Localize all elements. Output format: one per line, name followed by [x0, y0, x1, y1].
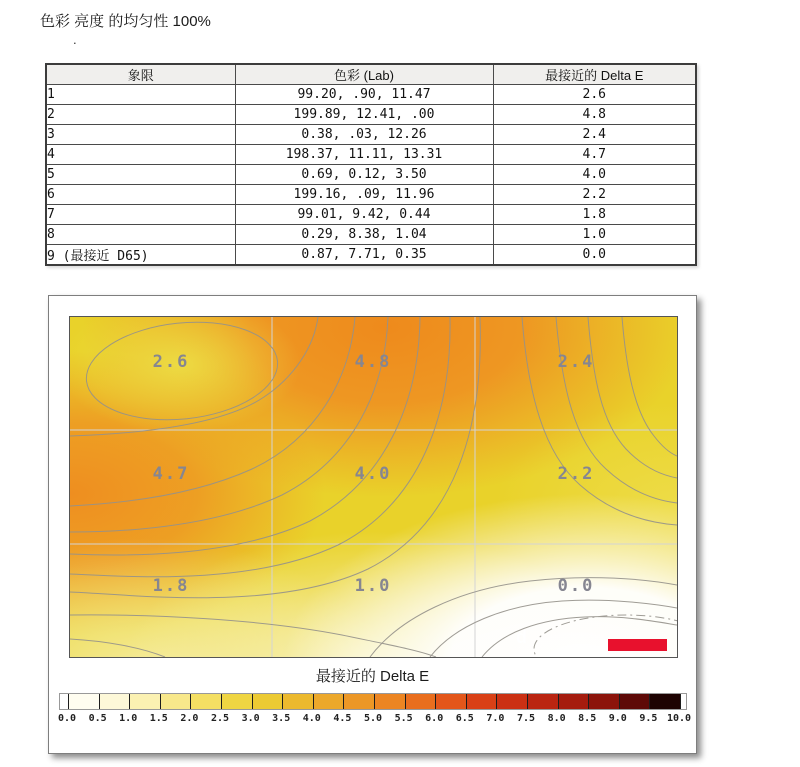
logo-red-bar	[608, 639, 667, 651]
colorbar-tick-label: 2.5	[210, 713, 230, 724]
table-row	[46, 85, 696, 105]
quadrant-cell: 6	[46, 185, 235, 205]
colorbar-tick	[221, 694, 222, 709]
map-value-label: 2.4	[557, 352, 595, 372]
colorbar-tick-label: 1.0	[119, 713, 138, 724]
delta-e-cell: 4.7	[493, 145, 696, 165]
colorbar-segment	[129, 694, 160, 709]
colorbar-tick	[68, 694, 69, 709]
delta-e-cell: 4.0	[493, 165, 696, 185]
colorbar-tick-label: 2.0	[180, 713, 199, 724]
colorbar-segment	[313, 694, 344, 709]
table-row	[46, 185, 696, 205]
colorbar-segment	[496, 694, 527, 709]
colorbar-tick	[558, 694, 559, 709]
contour-map-canvas	[70, 317, 677, 657]
table-body	[46, 85, 696, 266]
colorbar-segment	[160, 694, 191, 709]
colorbar	[59, 693, 687, 710]
delta-e-cell: 4.8	[493, 105, 696, 125]
col-header-quadrant: 象限	[46, 64, 235, 85]
colorbar-tick	[527, 694, 528, 709]
delta-e-chart-panel	[48, 295, 697, 754]
map-value-label: 1.0	[354, 576, 392, 596]
colorbar-tick-label: 0.5	[88, 713, 107, 724]
lab-cell: 0.29, 8.38, 1.04	[235, 225, 493, 245]
delta-e-cell: 0.0	[493, 245, 696, 266]
delta-e-cell: 1.0	[493, 225, 696, 245]
lab-cell: 199.16, .09, 11.96	[235, 185, 493, 205]
colorbar-tick	[129, 694, 130, 709]
colorbar-segment	[466, 694, 497, 709]
colorbar-tick-label: 6.5	[455, 713, 474, 724]
quadrant-cell: 1	[46, 85, 235, 105]
colorbar-tick	[435, 694, 436, 709]
colorbar-tick	[99, 694, 100, 709]
delta-e-cell: 2.4	[493, 125, 696, 145]
colorbar-tick-label: 1.5	[149, 713, 168, 724]
colorbar-tick	[282, 694, 283, 709]
colorbar-tick-labels	[57, 713, 692, 726]
map-value-label: 1.8	[152, 576, 190, 596]
delta-e-cell: 2.6	[493, 85, 696, 105]
colorbar-tick-label: 7.0	[486, 713, 505, 724]
table-row	[46, 245, 696, 266]
quadrant-cell: 9 (最接近 D65)	[46, 245, 235, 266]
colorbar-tick-label: 9.0	[608, 713, 627, 724]
contour-map	[69, 316, 678, 658]
colorbar-tick	[496, 694, 497, 709]
map-value-label: 2.2	[557, 464, 595, 484]
colorbar-tick	[680, 694, 681, 709]
colorbar-segment	[435, 694, 466, 709]
colorbar-segment	[343, 694, 374, 709]
colorbar-tick-label: 9.5	[639, 713, 658, 724]
colorbar-tick	[252, 694, 253, 709]
colorbar-segment	[374, 694, 405, 709]
title-dot: .	[73, 32, 77, 47]
quadrant-cell: 2	[46, 105, 235, 125]
colorbar-segment	[221, 694, 252, 709]
table-row	[46, 145, 696, 165]
colorbar-tick-label: 5.0	[363, 713, 383, 724]
colorbar-tick	[160, 694, 161, 709]
colorbar-segment	[558, 694, 589, 709]
colorbar-segment	[405, 694, 436, 709]
quadrant-cell: 4	[46, 145, 235, 165]
heatmap-white-bottomright	[70, 317, 677, 657]
delta-e-cell: 1.8	[493, 205, 696, 225]
watermark-letter: d	[516, 627, 527, 647]
map-value-label: 4.0	[354, 464, 392, 484]
colorbar-tick-label: 4.5	[333, 713, 352, 724]
quadrant-cell: 7	[46, 205, 235, 225]
table-header-row	[46, 64, 696, 85]
colorbar-tick	[588, 694, 589, 709]
map-value-label: 0.0	[557, 576, 595, 596]
lab-cell: 99.01, 9.42, 0.44	[235, 205, 493, 225]
table-row	[46, 225, 696, 245]
lab-cell: 199.89, 12.41, .00	[235, 105, 493, 125]
lab-cell: 99.20, .90, 11.47	[235, 85, 493, 105]
colorbar-segment	[282, 694, 313, 709]
colorbar-tick	[313, 694, 314, 709]
lab-cell: 198.37, 11.11, 13.31	[235, 145, 493, 165]
quadrant-cell: 3	[46, 125, 235, 145]
colorbar-tick	[405, 694, 406, 709]
colorbar-segment	[619, 694, 650, 709]
col-header-lab: 色彩 (Lab)	[235, 64, 493, 85]
colorbar-tick-label: 6.0	[425, 713, 444, 724]
colorbar-segment	[68, 694, 99, 709]
colorbar-tick-label: 8.5	[578, 713, 597, 724]
table-row	[46, 165, 696, 185]
colorbar-tick-label: 7.5	[516, 713, 536, 724]
delta-e-cell: 2.2	[493, 185, 696, 205]
colorbar-tick-label: 4.0	[302, 713, 321, 724]
colorbar-tick-label: 5.5	[394, 713, 413, 724]
uniformity-table	[45, 63, 697, 266]
col-header-delta-e: 最接近的 Delta E	[493, 64, 696, 85]
colorbar-segment	[649, 694, 680, 709]
page-title: 色彩 亮度 的均匀性 100%	[40, 13, 211, 30]
colorbar-segment	[588, 694, 619, 709]
colorbar-title: 最接近的 Delta E	[315, 668, 430, 685]
colorbar-tick	[649, 694, 650, 709]
colorbar-tick	[190, 694, 191, 709]
colorbar-tick	[466, 694, 467, 709]
map-value-label: 4.7	[152, 464, 190, 484]
lab-cell: 0.69, 0.12, 3.50	[235, 165, 493, 185]
quadrant-cell: 5	[46, 165, 235, 185]
colorbar-tick	[619, 694, 620, 709]
lab-cell: 0.87, 7.71, 0.35	[235, 245, 493, 266]
colorbar-tick-label: 0.0	[57, 713, 77, 724]
colorbar-segment	[252, 694, 283, 709]
table-row	[46, 205, 696, 225]
lab-cell: 0.38, .03, 12.26	[235, 125, 493, 145]
colorbar-tick-label: 8.0	[547, 713, 566, 724]
table-row	[46, 125, 696, 145]
colorbar-tick	[343, 694, 344, 709]
map-value-label: 4.8	[354, 352, 392, 372]
colorbar-tick-label: 3.0	[241, 713, 260, 724]
table-row	[46, 105, 696, 125]
colorbar-tick-label: 10.0	[666, 713, 692, 724]
quadrant-cell: 8	[46, 225, 235, 245]
colorbar-tick-label: 3.5	[272, 713, 291, 724]
map-value-label: 2.6	[152, 352, 190, 372]
colorbar-tick	[374, 694, 375, 709]
colorbar-segment	[99, 694, 130, 709]
colorbar-segment	[190, 694, 221, 709]
colorbar-segment	[527, 694, 558, 709]
